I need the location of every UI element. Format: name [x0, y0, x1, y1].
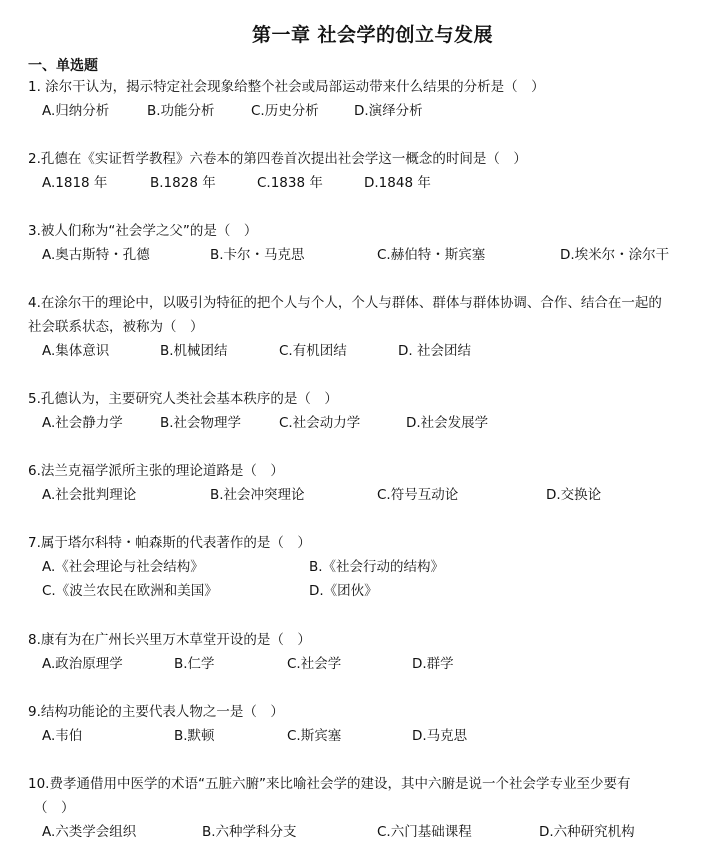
options-row: [28, 652, 693, 676]
option-d: D. 社会团结: [398, 343, 471, 359]
option-d: D.六种研究机构: [539, 824, 635, 840]
options-row: [28, 483, 693, 507]
question-stem: 3.被人们称为“社会学之父”的是（ ）: [28, 223, 258, 239]
options-row: [28, 339, 693, 363]
option-d: D.交换论: [546, 487, 602, 503]
option-c: C.社会动力学: [279, 415, 361, 431]
question-stem: 8.康有为在广州长兴里万木草堂开设的是（ ）: [28, 632, 311, 648]
option-a: A.集体意识: [42, 343, 110, 359]
question-4: [28, 291, 693, 363]
question-6: [28, 459, 693, 507]
option-a: A.《社会理论与社会结构》: [42, 559, 204, 575]
option-c: C.有机团结: [279, 343, 347, 359]
option-d: D.《团伙》: [309, 583, 378, 599]
question-7: [28, 531, 693, 603]
option-c: C.六门基础课程: [377, 824, 472, 840]
question-10: [28, 772, 693, 844]
question-stem: 7.属于塔尔科特・帕森斯的代表著作的是（ ）: [28, 535, 311, 551]
question-stem: 4.在涂尔干的理论中，以吸引为特征的把个人与个人，个人与群体、群体与群体协调、合作、结合在一起的: [28, 295, 662, 311]
option-b: B.社会冲突理论: [210, 487, 305, 503]
question-stem-continued: 社会联系状态，被称为（ ）: [28, 319, 204, 335]
question-2: [28, 147, 693, 195]
options-row: [28, 243, 693, 267]
option-d: D.马克思: [412, 728, 468, 744]
option-b: B.默顿: [174, 728, 215, 744]
option-c: C.符号互动论: [377, 487, 459, 503]
options-row: [28, 724, 693, 748]
option-b: B.卡尔・马克思: [210, 247, 305, 263]
option-c: C.社会学: [287, 656, 342, 672]
option-a: A.社会静力学: [42, 415, 123, 431]
question-stem-continued: （ ）: [34, 800, 75, 816]
options-row: [28, 171, 693, 195]
option-d: D.社会发展学: [406, 415, 489, 431]
page-title: 第一章 社会学的创立与发展: [251, 24, 494, 46]
option-c: C.历史分析: [251, 103, 319, 119]
option-a: A.社会批判理论: [42, 487, 137, 503]
option-d: D.1848 年: [364, 175, 431, 191]
options-row: [28, 99, 693, 123]
option-d: D.埃米尔・涂尔干: [560, 247, 670, 263]
question-1: [28, 75, 693, 123]
option-b: B.六种学科分支: [202, 824, 297, 840]
option-b: B.《社会行动的结构》: [309, 559, 445, 575]
option-d: D.演绎分析: [354, 103, 423, 119]
section-heading: 一、单选题: [28, 58, 98, 74]
option-c: C.《波兰农民在欧洲和美国》: [42, 583, 218, 599]
option-b: B.1828 年: [150, 175, 216, 191]
option-a: A.韦伯: [42, 728, 83, 744]
question-stem: 1. 涂尔干认为，揭示特定社会现象给整个社会或局部运动带来什么结果的分析是（ ）: [28, 79, 545, 95]
question-stem: 6.法兰克福学派所主张的理论道路是（ ）: [28, 463, 284, 479]
option-a: A.1818 年: [42, 175, 108, 191]
option-a: A.归纳分析: [42, 103, 110, 119]
question-9: [28, 700, 693, 748]
option-b: B.机械团结: [160, 343, 228, 359]
options-row: [28, 579, 693, 603]
question-stem: 10.费孝通借用中医学的术语“五脏六腑”来比喻社会学的建设，其中六腑是说一个社会学专业至少要有: [28, 776, 631, 792]
options-row: [28, 820, 693, 844]
option-c: C.赫伯特・斯宾塞: [377, 247, 486, 263]
question-stem: 2.孔德在《实证哲学教程》六卷本的第四卷首次提出社会学这一概念的时间是（ ）: [28, 151, 527, 167]
option-a: A.政治原理学: [42, 656, 123, 672]
option-c: C.斯宾塞: [287, 728, 342, 744]
option-d: D.群学: [412, 656, 454, 672]
options-row: [28, 411, 693, 435]
question-3: [28, 219, 693, 267]
option-c: C.1838 年: [257, 175, 323, 191]
question-8: [28, 628, 693, 676]
question-5: [28, 387, 693, 435]
options-row: [28, 555, 693, 579]
option-b: B.功能分析: [147, 103, 215, 119]
question-stem: 9.结构功能论的主要代表人物之一是（ ）: [28, 704, 284, 720]
option-a: A.六类学会组织: [42, 824, 137, 840]
option-a: A.奥古斯特・孔德: [42, 247, 150, 263]
question-stem: 5.孔德认为，主要研究人类社会基本秩序的是（ ）: [28, 391, 338, 407]
option-b: B.仁学: [174, 656, 215, 672]
option-b: B.社会物理学: [160, 415, 242, 431]
